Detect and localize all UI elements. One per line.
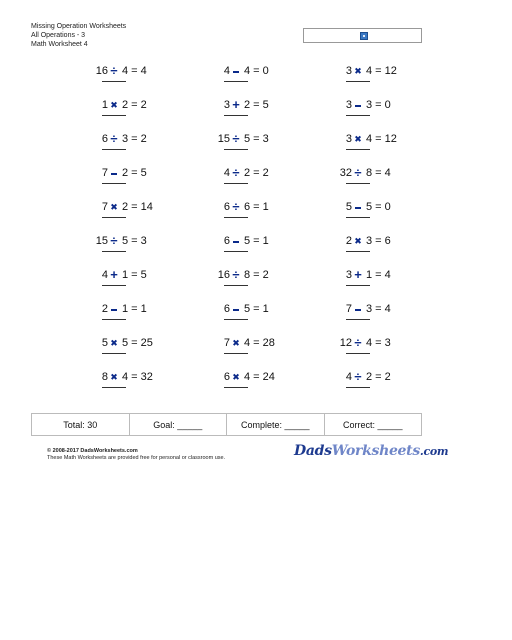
minus-icon bbox=[352, 200, 364, 214]
divide-icon bbox=[108, 64, 120, 78]
first-operand: 7 bbox=[101, 201, 108, 213]
minus-icon bbox=[108, 166, 120, 180]
multiply-icon bbox=[108, 98, 120, 112]
equation-rest: 4 = 24 bbox=[244, 371, 275, 383]
problem-item bbox=[288, 132, 438, 162]
answer-blank[interactable] bbox=[102, 387, 126, 388]
logo-word-worksheets: Worksheets bbox=[331, 443, 420, 459]
answer-blank[interactable] bbox=[102, 149, 126, 150]
score-summary-bar bbox=[31, 413, 422, 436]
footer bbox=[47, 448, 225, 462]
divide-icon bbox=[230, 132, 242, 146]
first-operand: 6 bbox=[223, 201, 230, 213]
qr-code-icon[interactable] bbox=[360, 32, 368, 40]
answer-blank[interactable] bbox=[102, 217, 126, 218]
answer-blank[interactable] bbox=[224, 115, 248, 116]
plus-icon bbox=[230, 98, 242, 112]
equation-rest: 2 = 5 bbox=[122, 167, 147, 179]
problem-item bbox=[288, 200, 438, 230]
first-operand: 7 bbox=[223, 337, 230, 349]
first-operand: 4 bbox=[101, 269, 108, 281]
first-operand: 1 bbox=[101, 99, 108, 111]
problem-item bbox=[288, 370, 438, 400]
minus-icon bbox=[230, 64, 242, 78]
answer-blank[interactable] bbox=[224, 353, 248, 354]
minus-icon bbox=[352, 302, 364, 316]
answer-blank[interactable] bbox=[346, 387, 370, 388]
worksheet-series-title: Missing Operation Worksheets bbox=[31, 23, 127, 30]
equation-rest: 3 = 4 bbox=[366, 303, 391, 315]
answer-blank[interactable] bbox=[346, 115, 370, 116]
equation-rest: 3 = 2 bbox=[122, 133, 147, 145]
first-operand: 6 bbox=[101, 133, 108, 145]
first-operand: 6 bbox=[223, 371, 230, 383]
dadsworksheets-logo[interactable] bbox=[294, 443, 448, 459]
equation-rest: 5 = 0 bbox=[366, 201, 391, 213]
first-operand: 5 bbox=[101, 337, 108, 349]
equation-rest: 5 = 1 bbox=[244, 303, 269, 315]
problem-item bbox=[288, 336, 438, 366]
first-operand: 2 bbox=[101, 303, 108, 315]
multiply-icon bbox=[230, 370, 242, 384]
answer-blank[interactable] bbox=[102, 115, 126, 116]
correct-field: Correct: _____ bbox=[342, 419, 403, 430]
plus-icon bbox=[352, 268, 364, 282]
problem-item bbox=[288, 98, 438, 128]
first-operand: 3 bbox=[345, 65, 352, 77]
divide-icon bbox=[108, 132, 120, 146]
multiply-icon bbox=[352, 234, 364, 248]
worksheet-topic: All Operations - 3 bbox=[31, 32, 86, 39]
goal-field: Goal: _____ bbox=[130, 414, 228, 435]
answer-blank[interactable] bbox=[224, 81, 248, 82]
first-operand: 7 bbox=[345, 303, 352, 315]
answer-blank[interactable] bbox=[346, 217, 370, 218]
answer-blank[interactable] bbox=[224, 285, 248, 286]
problem-item bbox=[288, 302, 438, 332]
first-operand: 3 bbox=[345, 269, 352, 281]
answer-blank[interactable] bbox=[346, 353, 370, 354]
equation-rest: 8 = 4 bbox=[366, 167, 391, 179]
answer-blank[interactable] bbox=[224, 217, 248, 218]
first-operand: 3 bbox=[223, 99, 230, 111]
answer-blank[interactable] bbox=[346, 81, 370, 82]
equation-rest: 2 = 14 bbox=[122, 201, 153, 213]
minus-icon bbox=[108, 302, 120, 316]
first-operand: 6 bbox=[223, 235, 230, 247]
answer-blank[interactable] bbox=[102, 285, 126, 286]
first-operand: 16 bbox=[217, 269, 230, 281]
total-count: Total: 30 bbox=[32, 414, 130, 435]
divide-icon bbox=[230, 166, 242, 180]
equation-rest: 1 = 4 bbox=[366, 269, 391, 281]
minus-icon bbox=[352, 98, 364, 112]
first-operand: 15 bbox=[95, 235, 108, 247]
minus-icon bbox=[230, 234, 242, 248]
first-operand: 16 bbox=[95, 65, 108, 77]
divide-icon bbox=[352, 370, 364, 384]
answer-blank[interactable] bbox=[224, 149, 248, 150]
first-operand: 12 bbox=[339, 337, 352, 349]
answer-blank[interactable] bbox=[346, 319, 370, 320]
problem-item bbox=[288, 64, 438, 94]
plus-icon bbox=[108, 268, 120, 282]
first-operand: 3 bbox=[345, 133, 352, 145]
equation-rest: 4 = 28 bbox=[244, 337, 275, 349]
worksheet-header bbox=[31, 22, 126, 49]
equation-rest: 2 = 2 bbox=[122, 99, 147, 111]
equation-rest: 5 = 25 bbox=[122, 337, 153, 349]
divide-icon bbox=[108, 234, 120, 248]
answer-blank[interactable] bbox=[346, 285, 370, 286]
equation-rest: 5 = 3 bbox=[122, 235, 147, 247]
first-operand: 2 bbox=[345, 235, 352, 247]
answer-blank[interactable] bbox=[224, 319, 248, 320]
equation-rest: 4 = 4 bbox=[122, 65, 147, 77]
logo-word-dads: Dads bbox=[294, 443, 332, 459]
equation-rest: 1 = 5 bbox=[122, 269, 147, 281]
divide-icon bbox=[352, 166, 364, 180]
answer-blank[interactable] bbox=[224, 251, 248, 252]
equation-rest: 1 = 1 bbox=[122, 303, 147, 315]
equation-rest: 2 = 2 bbox=[366, 371, 391, 383]
answer-blank[interactable] bbox=[346, 251, 370, 252]
equation-rest: 4 = 0 bbox=[244, 65, 269, 77]
equation-rest: 3 = 6 bbox=[366, 235, 391, 247]
first-operand: 6 bbox=[223, 303, 230, 315]
problem-item bbox=[288, 234, 438, 264]
divide-icon bbox=[230, 268, 242, 282]
equation-rest: 5 = 3 bbox=[244, 133, 269, 145]
copyright-text: © 2008-2017 DadsWorksheets.com bbox=[47, 448, 138, 454]
problem-item bbox=[288, 166, 438, 196]
equation-rest: 2 = 5 bbox=[244, 99, 269, 111]
multiply-icon bbox=[352, 132, 364, 146]
first-operand: 32 bbox=[339, 167, 352, 179]
worksheet-number: Math Worksheet 4 bbox=[31, 41, 88, 48]
first-operand: 4 bbox=[223, 167, 230, 179]
equation-rest: 5 = 1 bbox=[244, 235, 269, 247]
equation-rest: 8 = 2 bbox=[244, 269, 269, 281]
equation-rest: 4 = 3 bbox=[366, 337, 391, 349]
first-operand: 8 bbox=[101, 371, 108, 383]
first-operand: 15 bbox=[217, 133, 230, 145]
equation-rest: 4 = 12 bbox=[366, 65, 397, 77]
equation-rest: 4 = 12 bbox=[366, 133, 397, 145]
qr-code-box bbox=[303, 28, 422, 43]
first-operand: 5 bbox=[345, 201, 352, 213]
first-operand: 4 bbox=[345, 371, 352, 383]
answer-blank[interactable] bbox=[102, 81, 126, 82]
multiply-icon bbox=[108, 200, 120, 214]
equation-rest: 4 = 32 bbox=[122, 371, 153, 383]
first-operand: 4 bbox=[223, 65, 230, 77]
answer-blank[interactable] bbox=[102, 319, 126, 320]
multiply-icon bbox=[108, 336, 120, 350]
equation-rest: 3 = 0 bbox=[366, 99, 391, 111]
complete-field: Complete: _____ bbox=[227, 414, 325, 435]
answer-blank[interactable] bbox=[102, 353, 126, 354]
multiply-icon bbox=[108, 370, 120, 384]
first-operand: 7 bbox=[101, 167, 108, 179]
answer-blank[interactable] bbox=[102, 251, 126, 252]
equation-rest: 2 = 2 bbox=[244, 167, 269, 179]
answer-blank[interactable] bbox=[346, 149, 370, 150]
multiply-icon bbox=[352, 64, 364, 78]
problem-item bbox=[288, 268, 438, 298]
answer-blank[interactable] bbox=[346, 183, 370, 184]
multiply-icon bbox=[230, 336, 242, 350]
usage-note: These Math Worksheets are provided free for personal or classroom use. bbox=[47, 455, 226, 461]
divide-icon bbox=[230, 200, 242, 214]
minus-icon bbox=[230, 302, 242, 316]
answer-blank[interactable] bbox=[102, 183, 126, 184]
first-operand: 3 bbox=[345, 99, 352, 111]
answer-blank[interactable] bbox=[224, 183, 248, 184]
answer-blank[interactable] bbox=[224, 387, 248, 388]
divide-icon bbox=[352, 336, 364, 350]
logo-suffix: .com bbox=[419, 445, 449, 458]
equation-rest: 6 = 1 bbox=[244, 201, 269, 213]
